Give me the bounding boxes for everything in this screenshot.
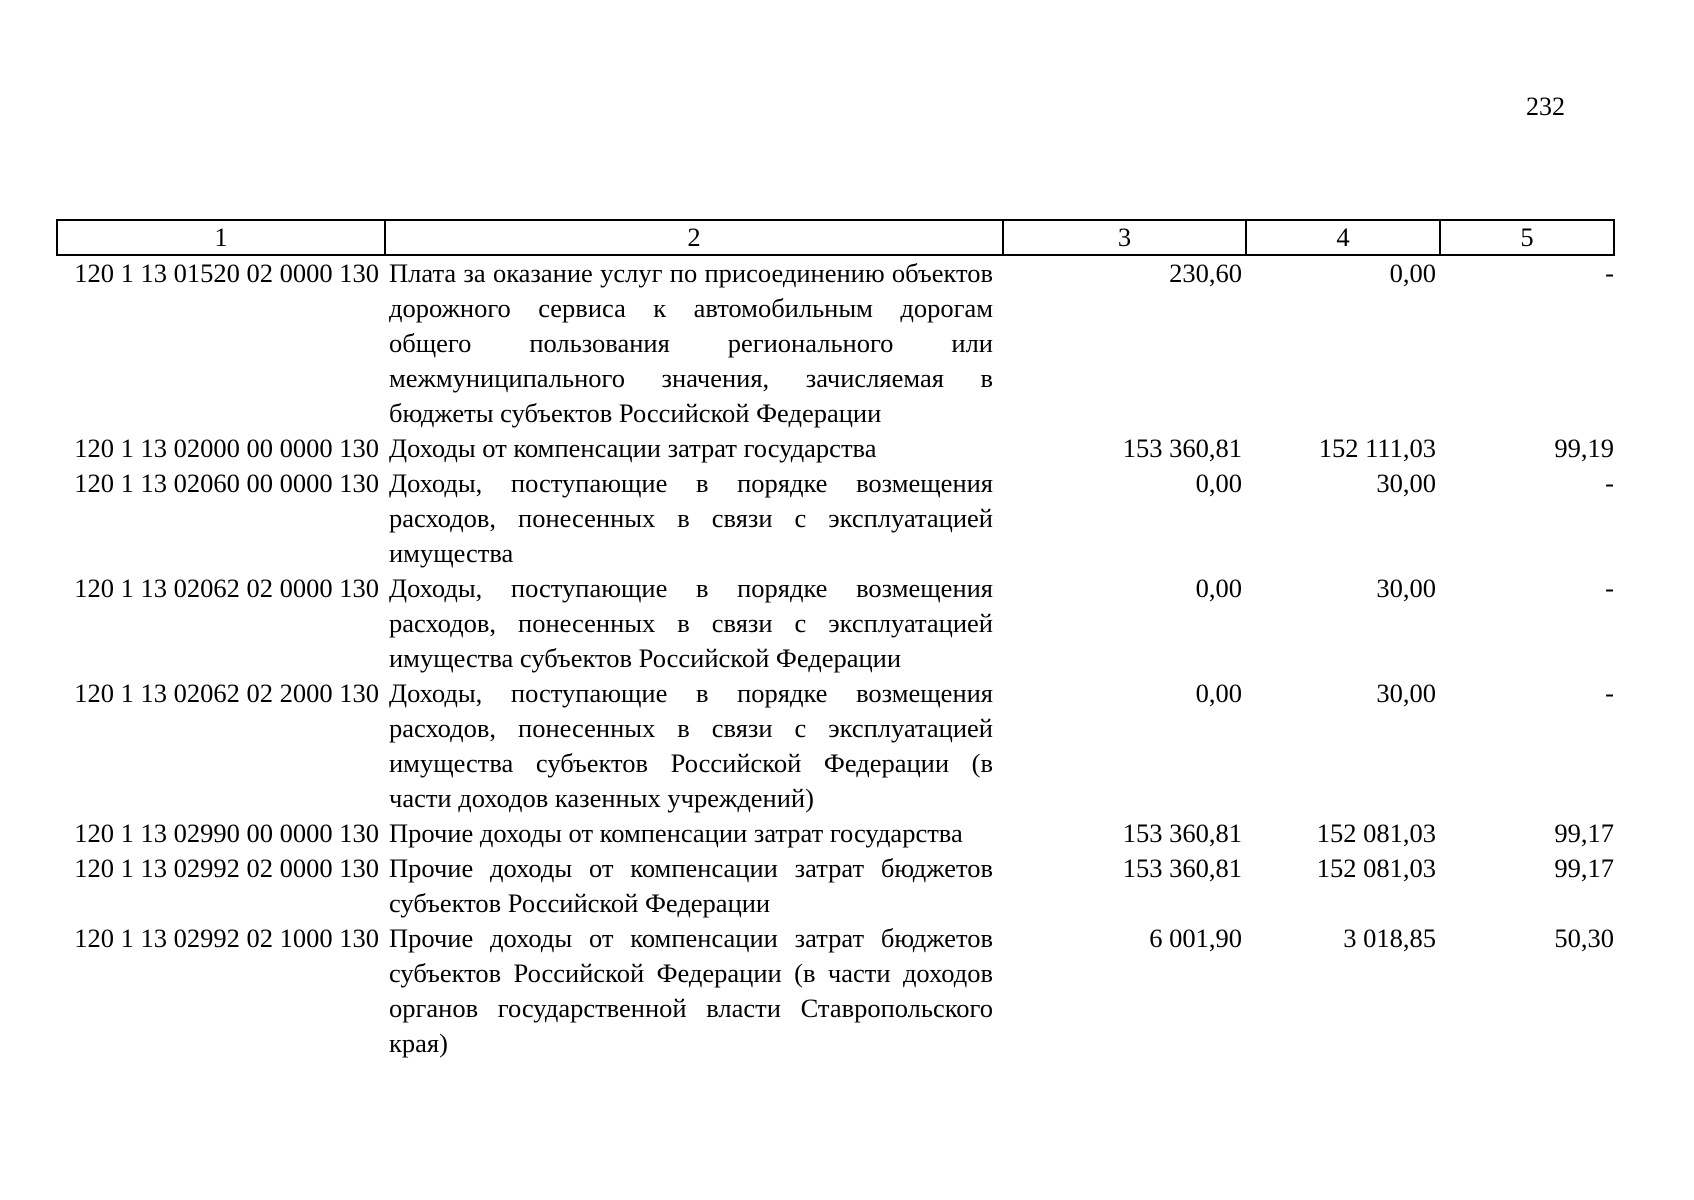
row-planned: 0,00 (1195, 678, 1242, 708)
row-executed: 0,00 (1389, 258, 1436, 288)
table-body (57, 255, 1614, 1061)
row-percent: - (1605, 468, 1614, 498)
row-executed: 30,00 (1376, 573, 1436, 603)
row-name: Доходы от компенсации затрат государства (389, 433, 877, 463)
header-col-1: 1 (57, 220, 385, 255)
row-code: 120 1 13 02060 00 0000 130 (74, 468, 379, 498)
table-row (57, 255, 1614, 431)
table-row (57, 676, 1614, 816)
row-executed: 152 081,03 (1316, 853, 1436, 883)
row-name: Прочие доходы от компенсации затрат бюджетов субъектов Российской Федерации (389, 853, 993, 918)
table-row (57, 851, 1614, 921)
row-percent: 99,17 (1554, 853, 1614, 883)
row-planned: 153 360,81 (1122, 818, 1242, 848)
row-executed: 152 081,03 (1316, 818, 1436, 848)
row-percent: 99,19 (1554, 433, 1614, 463)
budget-table (56, 219, 1615, 1061)
table-header (57, 220, 1614, 255)
row-code: 120 1 13 02990 00 0000 130 (74, 818, 379, 848)
row-executed: 30,00 (1376, 468, 1436, 498)
row-planned: 153 360,81 (1122, 433, 1242, 463)
table-row (57, 921, 1614, 1061)
row-name: Доходы, поступающие в порядке возмещения расходов, понесенных в связи с эксплуатацией имущества субъектов Российской Федерации (389, 573, 993, 673)
row-percent: - (1605, 258, 1614, 288)
table-row (57, 466, 1614, 571)
row-percent: - (1605, 573, 1614, 603)
row-name: Прочие доходы от компенсации затрат бюджетов субъектов Российской Федерации (в части доходов органов государственной власти Ставропольского края) (389, 923, 993, 1058)
page-number: 232 (1526, 92, 1565, 121)
row-name: Прочие доходы от компенсации затрат государства (389, 818, 963, 848)
row-planned: 0,00 (1195, 573, 1242, 603)
row-code: 120 1 13 02992 02 0000 130 (74, 853, 379, 883)
row-code: 120 1 13 01520 02 0000 130 (74, 258, 379, 288)
header-row (57, 220, 1614, 255)
row-code: 120 1 13 02992 02 1000 130 (74, 923, 379, 953)
row-planned: 6 001,90 (1149, 923, 1242, 953)
row-percent: 99,17 (1554, 818, 1614, 848)
row-code: 120 1 13 02062 02 2000 130 (74, 678, 379, 708)
row-executed: 152 111,03 (1318, 433, 1436, 463)
header-col-4: 4 (1246, 220, 1440, 255)
header-col-5: 5 (1440, 220, 1614, 255)
row-percent: 50,30 (1554, 923, 1614, 953)
row-name: Доходы, поступающие в порядке возмещения расходов, понесенных в связи с эксплуатацией имущества (389, 468, 993, 568)
header-col-2: 2 (385, 220, 1003, 255)
row-planned: 153 360,81 (1122, 853, 1242, 883)
row-percent: - (1605, 678, 1614, 708)
header-col-3: 3 (1003, 220, 1246, 255)
row-executed: 3 018,85 (1343, 923, 1436, 953)
row-name: Плата за оказание услуг по присоединению объектов дорожного сервиса к автомобильным дорогам общего пользования регионального или межмуниципального значения, зачисляемая в бюджеты субъектов Российской Федерации (389, 258, 993, 428)
row-name: Доходы, поступающие в порядке возмещения расходов, понесенных в связи с эксплуатацией имущества субъектов Российской Федерации (в части доходов казенных учреждений) (389, 678, 993, 813)
row-planned: 230,60 (1169, 258, 1242, 288)
row-code: 120 1 13 02062 02 0000 130 (74, 573, 379, 603)
table-row (57, 431, 1614, 466)
row-code: 120 1 13 02000 00 0000 130 (74, 433, 379, 463)
row-planned: 0,00 (1195, 468, 1242, 498)
table-row (57, 571, 1614, 676)
table-row (57, 816, 1614, 851)
row-executed: 30,00 (1376, 678, 1436, 708)
